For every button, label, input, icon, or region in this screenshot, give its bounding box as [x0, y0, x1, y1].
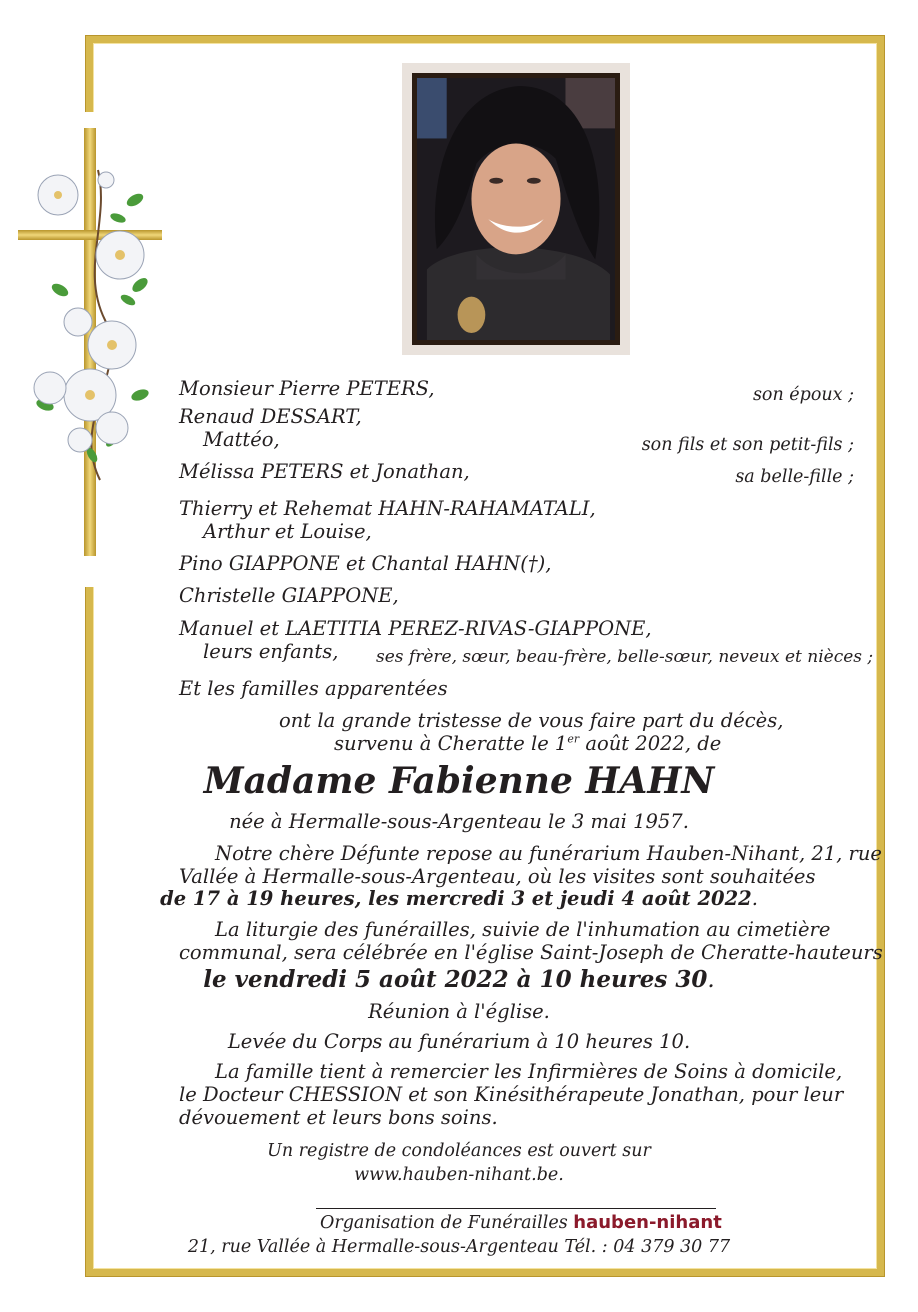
- family-line: Et les familles apparentées: [179, 677, 448, 700]
- birth-info: née à Hermalle-sous-Argenteau le 3 mai 1957.: [229, 810, 689, 833]
- liturgy-text: communal, sera célébrée en l'église Saint-Joseph de Cheratte-hauteurs: [179, 941, 883, 964]
- registry-link[interactable]: www.hauben-nihant.be.: [354, 1165, 564, 1185]
- family-line: Mélissa PETERS et Jonathan,: [179, 460, 470, 483]
- deceased-portrait-image: [417, 78, 615, 340]
- liturgy-text: La liturgie des funérailles, suivie de l'inhumation au cimetière: [215, 918, 831, 941]
- footer-address: 21, rue Vallée à Hermalle-sous-Argenteau Tél. : 04 379 30 77: [187, 1237, 731, 1257]
- removal-info: Levée du Corps au funérarium à 10 heures 10.: [227, 1030, 691, 1053]
- brand-logo-text: hauben-nihant: [573, 1212, 722, 1233]
- family-line: Arthur et Louise,: [203, 520, 372, 543]
- thanks-text: La famille tient à remercier les Infirmières de Soins à domicile,: [215, 1060, 843, 1083]
- visit-text: Notre chère Défunte repose au funérarium Hauben-Nihant, 21, rue: [215, 842, 882, 865]
- registry-text: Un registre de condoléances est ouvert sur: [267, 1141, 651, 1161]
- meeting-place: Réunion à l'église.: [368, 1000, 550, 1023]
- footer-organisation: Organisation de Funérailles hauben-nihant: [320, 1212, 722, 1233]
- family-line: Renaud DESSART,: [179, 405, 362, 428]
- deceased-photo-frame: [402, 63, 630, 355]
- funeral-date: le vendredi 5 août 2022 à 10 heures 30.: [203, 966, 715, 993]
- footer-divider: [316, 1208, 716, 1209]
- announcement-line: survenu à Cheratte le 1er août 2022, de: [334, 732, 722, 755]
- family-line: Christelle GIAPPONE,: [179, 584, 399, 607]
- frame-gap: [80, 112, 100, 587]
- family-line: leurs enfants,: [203, 640, 339, 663]
- family-line: Monsieur Pierre PETERS,: [179, 377, 435, 400]
- family-line: Mattéo,: [203, 428, 280, 451]
- thanks-text: le Docteur CHESSION et son Kinésithérapeute Jonathan, pour leur: [179, 1083, 844, 1106]
- deceased-name: Madame Fabienne HAHN: [203, 760, 715, 802]
- family-line: Manuel et LAETITIA PEREZ-RIVAS-GIAPPONE,: [179, 617, 652, 640]
- visit-text: Vallée à Hermalle-sous-Argenteau, où les visites sont souhaitées: [179, 865, 816, 888]
- relation-label: son époux ;: [752, 385, 854, 405]
- announcement-line: ont la grande tristesse de vous faire part du décès,: [279, 709, 784, 732]
- relation-label: son fils et son petit-fils ;: [641, 435, 854, 455]
- relation-label: ses frère, sœur, beau-frère, belle-sœur, neveux et nièces ;: [376, 647, 874, 667]
- relation-label: sa belle-fille ;: [735, 467, 854, 487]
- family-line: Thierry et Rehemat HAHN-RAHAMATALI,: [179, 497, 596, 520]
- thanks-text: dévouement et leurs bons soins.: [179, 1106, 498, 1129]
- family-line: Pino GIAPPONE et Chantal HAHN(†),: [179, 552, 552, 575]
- visit-hours: de 17 à 19 heures, les mercredi 3 et jeudi 4 août 2022.: [160, 887, 758, 910]
